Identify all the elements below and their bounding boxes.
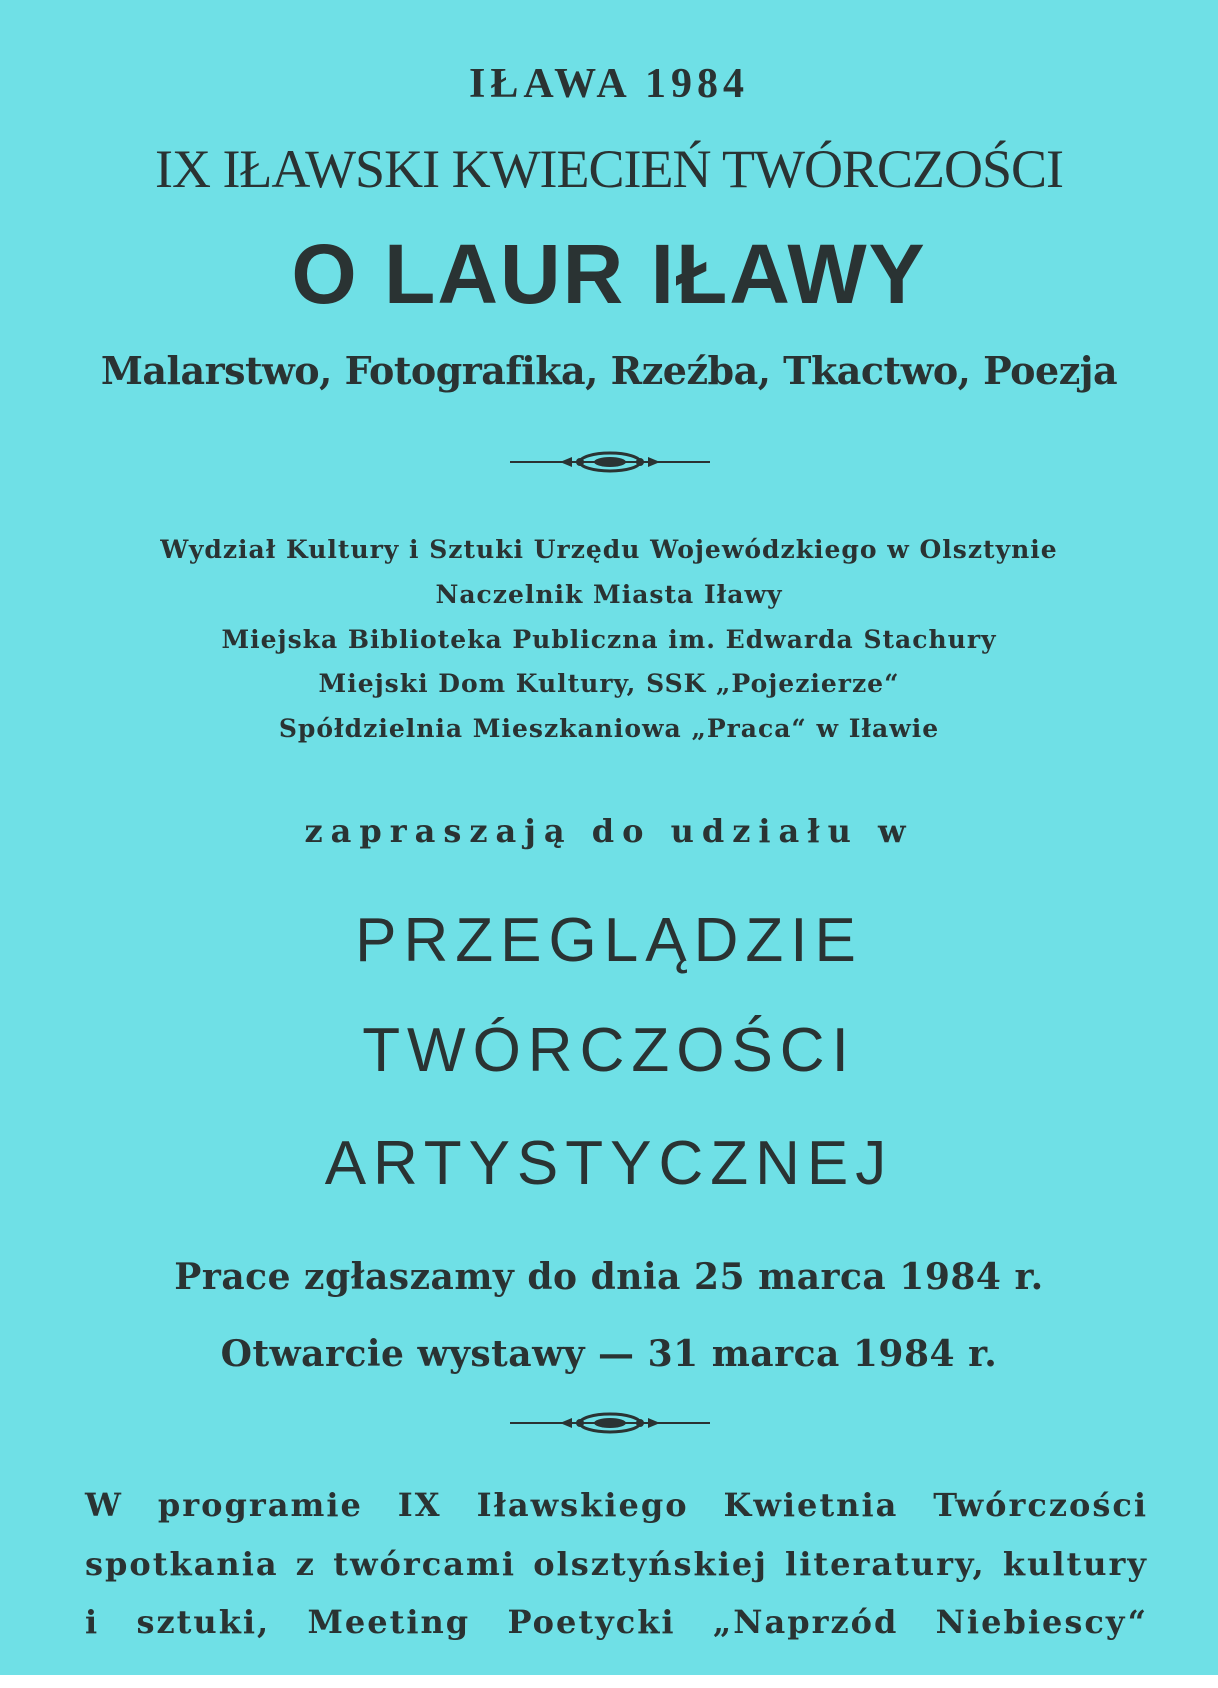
- organizer-line: Miejski Dom Kultury, SSK „Pojezierze“: [318, 669, 900, 698]
- organizer-line: Spółdzielnia Mieszkaniowa „Praca“ w Iławie: [278, 714, 940, 743]
- submission-deadline: Prace zgłaszamy do dnia 25 marca 1984 r.: [174, 1256, 1044, 1298]
- disciplines-line: Malarstwo, Fotografika, Rzeźba, Tkactwo, Poezja: [100, 348, 1118, 393]
- divider-ornament-icon: [510, 449, 710, 475]
- exhibition-opening: Otwarcie wystawy — 31 marca 1984 r.: [220, 1333, 998, 1375]
- program-text-line: spotkania z twórcami olsztyńskiej literatury, kultury: [85, 1545, 1148, 1583]
- organizer-line: Naczelnik Miasta Iławy: [435, 580, 783, 609]
- organizer-line: Wydział Kultury i Sztuki Urzędu Wojewódzkiego w Olsztynie: [160, 535, 1058, 564]
- organizer-line: Miejska Biblioteka Publiczna im. Edwarda Stachury: [221, 625, 997, 654]
- program-text-line: W programie IX Iławskiego Kwietnia Twórczości: [85, 1486, 1148, 1524]
- review-title-line: ARTYSTYCZNEJ: [324, 1129, 894, 1198]
- program-text-line: i sztuki, Meeting Poetycki „Naprzód Niebiescy“: [85, 1603, 1148, 1641]
- divider-ornament-icon: [510, 1410, 710, 1436]
- review-title-line: TWÓRCZOŚCI: [362, 1016, 856, 1085]
- year-line: IŁAWA 1984: [469, 61, 749, 107]
- invitation-line: zapraszają do udziału w: [304, 812, 914, 850]
- review-title-line: PRZEGLĄDZIE: [355, 906, 863, 975]
- edition-title: IX IŁAWSKI KWIECIEŃ TWÓRCZOŚCI: [154, 139, 1064, 199]
- main-title: O LAUR IŁAWY: [291, 227, 927, 321]
